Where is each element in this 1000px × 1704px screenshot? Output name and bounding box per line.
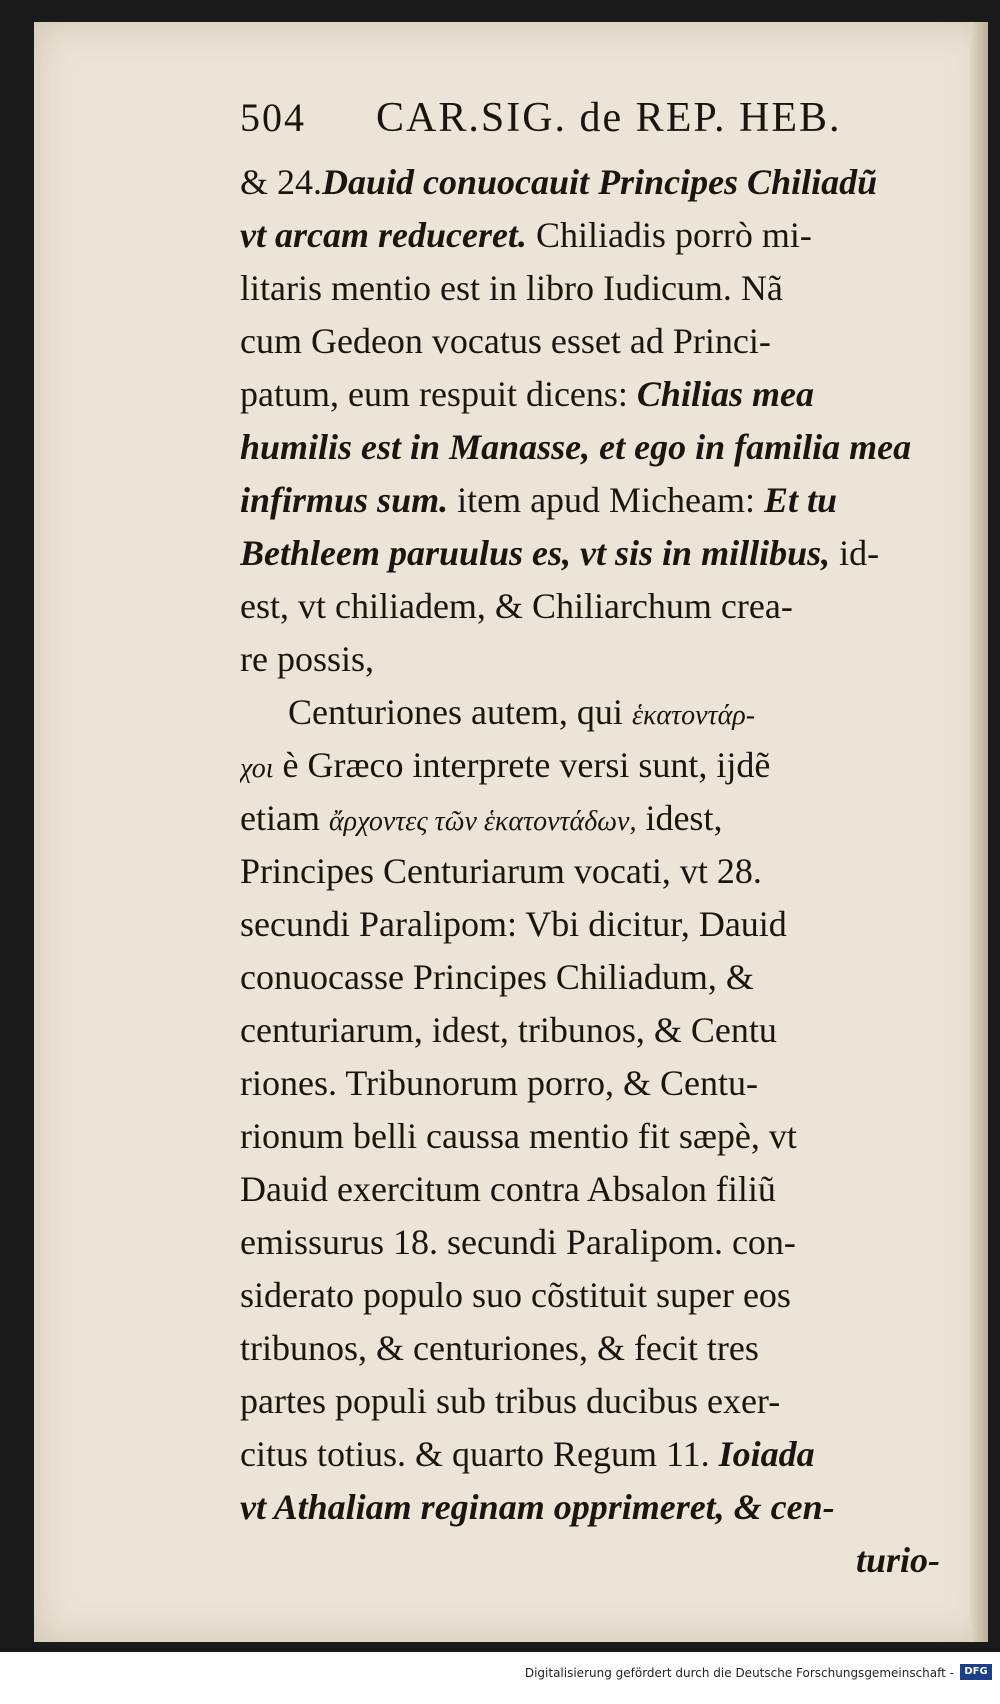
italic-text: Et tu (764, 480, 838, 520)
line-content (240, 527, 879, 580)
greek-text: ἄρχοντες τῶν ἑκατοντάδων, (328, 806, 637, 837)
roman-text: id- (830, 533, 880, 573)
page-number: 504 (240, 95, 306, 140)
text-line (240, 474, 940, 527)
book-page (34, 22, 988, 1642)
roman-text: partes populi sub tribus ducibus exer- (240, 1381, 781, 1421)
page-edge (970, 22, 988, 1642)
roman-text: Principes Centuriarum vocati, vt 28. (240, 851, 762, 891)
line-content (240, 368, 814, 421)
line-content (240, 1057, 758, 1110)
line-content (240, 1428, 815, 1481)
italic-text: infirmus sum. (240, 480, 449, 520)
line-content (240, 633, 374, 686)
line-content (240, 315, 771, 368)
roman-text: etiam (240, 798, 329, 838)
running-head (240, 94, 940, 156)
roman-text: litaris mentio est in libro Iudicum. Nã (240, 268, 783, 308)
digitization-credit: Digitalisierung gefördert durch die Deutsche Forschungsgemeinschaft - (524, 1666, 954, 1680)
line-content (240, 1216, 796, 1269)
italic-text: Dauid conuocauit Principes Chiliadũ (322, 162, 878, 202)
text-line (240, 580, 940, 633)
text-line (240, 1269, 940, 1322)
line-content (240, 209, 812, 262)
roman-text: Chiliadis porrò mi- (526, 215, 812, 255)
line-content (240, 1375, 780, 1428)
roman-text: re possis, (240, 639, 374, 679)
text-line (240, 1534, 940, 1587)
text-line (240, 792, 940, 845)
text-line (240, 845, 940, 898)
text-line (240, 421, 940, 474)
text-line (240, 1216, 940, 1269)
text-line (240, 1163, 940, 1216)
roman-text: item apud Micheam: (448, 480, 765, 520)
greek-text: χοι (240, 753, 274, 784)
text-line (240, 1375, 940, 1428)
text-line (240, 156, 940, 209)
line-content (856, 1534, 940, 1587)
roman-text: conuocasse Principes Chiliadum, & (240, 957, 754, 997)
dfg-logo: DFG (960, 1664, 992, 1680)
roman-text: tribunos, & centuriones, & fecit tres (240, 1328, 759, 1368)
roman-text: secundi Paralipom: Vbi dicitur, Dauid (240, 904, 787, 944)
roman-text: cum Gedeon vocatus esset ad Princi- (240, 321, 771, 361)
text-line (240, 1428, 940, 1481)
text-line (240, 898, 940, 951)
italic-text: vt arcam reduceret. (240, 215, 527, 255)
line-content (240, 474, 837, 527)
text-line (240, 1004, 940, 1057)
roman-text: emissurus 18. secundi Paralipom. con- (240, 1222, 796, 1262)
roman-text: riones. Tribunorum porro, & Centu- (240, 1063, 758, 1103)
roman-text: centuriarum, idest, tribunos, & Centu (240, 1010, 777, 1050)
italic-text: Chilias mea (636, 374, 814, 414)
text-line (240, 951, 940, 1004)
greek-text: ἑκατοντάρ- (631, 700, 756, 731)
line-content (240, 1269, 791, 1322)
line-content (288, 686, 755, 739)
line-content (240, 1004, 777, 1057)
line-content (240, 421, 911, 474)
line-content (240, 898, 787, 951)
line-content (240, 1322, 759, 1375)
line-content (240, 951, 754, 1004)
line-content (240, 156, 877, 209)
text-line (240, 315, 940, 368)
line-content (240, 1163, 776, 1216)
line-content (240, 1481, 835, 1534)
line-content (240, 262, 783, 315)
roman-text: citus totius. & quarto Regum 11. (240, 1434, 719, 1474)
running-title: CAR.SIG. de REP. HEB. (376, 95, 842, 141)
text-line (240, 527, 940, 580)
text-line (240, 633, 940, 686)
line-content (240, 1110, 797, 1163)
line-content (240, 845, 762, 898)
text-line (240, 1110, 940, 1163)
roman-text: est, vt chiliadem, & Chiliarchum crea- (240, 586, 793, 626)
text-line (240, 1057, 940, 1110)
line-content (240, 792, 722, 845)
text-line (240, 686, 940, 739)
italic-text: Ioiada (718, 1434, 815, 1474)
italic-text: humilis est in Manasse, et ego in familia mea (240, 427, 912, 467)
italic-text: Bethleem paruulus es, vt sis in millibus, (240, 533, 831, 573)
roman-text: idest, (636, 798, 723, 838)
text-block (240, 94, 940, 1587)
text-line (240, 1322, 940, 1375)
line-content (240, 580, 793, 633)
body-text (240, 156, 940, 1587)
roman-text: patum, eum respuit dicens: (240, 374, 637, 414)
roman-text: Dauid exercitum contra Absalon filiũ (240, 1169, 776, 1209)
text-line (240, 1481, 940, 1534)
roman-text: siderato populo suo cõstituit super eos (240, 1275, 791, 1315)
italic-text: turio- (855, 1540, 940, 1580)
line-content (240, 739, 770, 792)
text-line (240, 368, 940, 421)
roman-text: rionum belli caussa mentio fit sæpè, vt (240, 1116, 797, 1156)
footer-bar (0, 1652, 1000, 1704)
roman-text: è Græco interprete versi sunt, ijdẽ (273, 745, 771, 785)
text-line (240, 739, 940, 792)
roman-text: & 24. (240, 162, 323, 202)
text-line (240, 262, 940, 315)
italic-text: vt Athaliam reginam opprimeret, & cen- (240, 1487, 835, 1527)
text-line (240, 209, 940, 262)
roman-text: Centuriones autem, qui (288, 692, 632, 732)
